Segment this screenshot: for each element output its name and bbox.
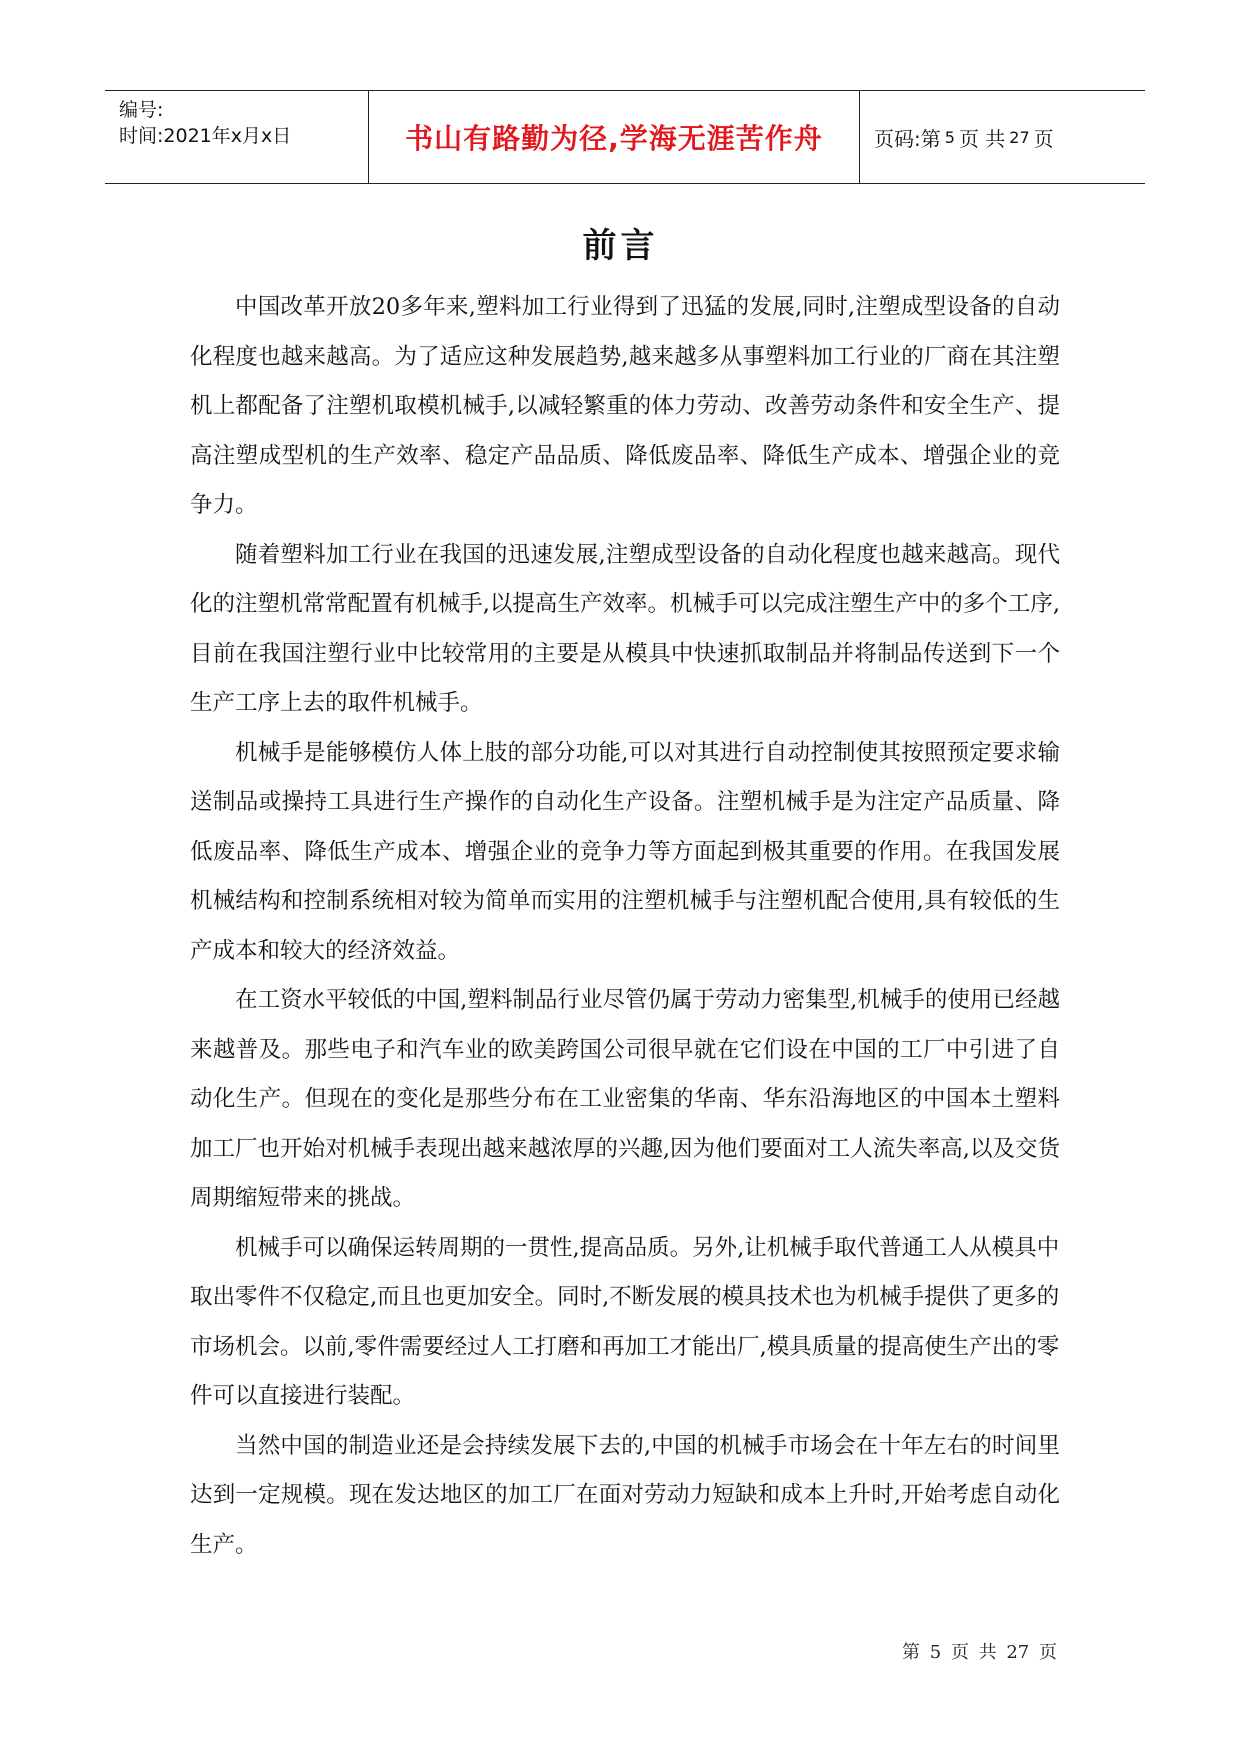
paragraph: 当然中国的制造业还是会持续发展下去的,中国的机械手市场会在十年左右的时间里达到一定规模。现在发达地区的加工厂在面对劳动力短缺和成本上升时,开始考虑自动化生产。 — [190, 1432, 1060, 1558]
header-info-cell — [105, 91, 369, 183]
page-total: 27 — [1009, 127, 1030, 147]
document-body — [190, 283, 1060, 1570]
document-title: 前言 — [582, 226, 659, 266]
page-footer: 第 5 页 共 27 页 — [902, 1642, 1057, 1663]
paragraph: 中国改革开放20多年来,塑料加工行业得到了迅猛的发展,同时,注塑成型设备的自动化程度也越来越高。为了适应这种发展趋势,越来越多从事塑料加工行业的厂商在其注塑机上都配备了注塑机取模机械手,以减轻繁重的体力劳动、改善劳动条件和安全生产、提高注塑成型机的生产效率、稳定产品品质、降低废品率、降低生产成本、增强企业的竞争力。 — [190, 294, 1060, 518]
header-table — [105, 90, 1145, 184]
page-mid: 页 共 — [958, 126, 1006, 151]
page-prefix: 页码:第 — [874, 126, 941, 151]
document-time-label: 时间:2021年x月x日 — [119, 125, 292, 147]
paragraph: 机械手是能够模仿人体上肢的部分功能,可以对其进行自动控制使其按照预定要求输送制品或操持工具进行生产操作的自动化生产设备。注塑机械手是为注定产品质量、降低废品率、降低生产成本、增强企业的竞争力等方面起到极其重要的作用。在我国发展机械结构和控制系统相对较为简单而实用的注塑机械手与注塑机配合使用,具有较低的生产成本和较大的经济效益。 — [190, 739, 1060, 964]
paragraph: 机械手可以确保运转周期的一贯性,提高品质。另外,让机械手取代普通工人从模具中取出零件不仅稳定,而且也更加安全。同时,不断发展的模具技术也为机械手提供了更多的市场机会。以前,零件需要经过人工打磨和再加工才能出厂,模具质量的提高使生产出的零 — [190, 1234, 1060, 1360]
page-current: 5 — [944, 127, 955, 147]
paragraph: 在工资水平较低的中国,塑料制品行业尽管仍属于劳动力密集型,机械手的使用已经越来越普及。那些电子和汽车业的欧美跨国公司很早就在它们设在中国的工厂中引进了自动化生产。但现在的变化是那些分布在工业密集的华南、华东沿海地区的中国本土塑料加工厂也开始对机械手表现出越来越浓厚的兴趣,因为他们要面对工人流失率高,以及交货周期缩短带来的挑战。 — [190, 987, 1060, 1211]
header-motto: 书山有路勤为径,学海无涯苦作舟 — [369, 91, 860, 183]
paragraph: 随着塑料加工行业在我国的迅速发展,注塑成型设备的自动化程度也越来越高。现代化的注塑机常常配置有机械手,以提高生产效率。机械手可以完成注塑生产中的多个工序,目前在我国注塑行业中比较常用的主要是从模具中快速抓取制品并将制品传送到下一个生产工序上去的取件机械手。 — [190, 541, 1060, 716]
page-suffix: 页 — [1033, 126, 1054, 151]
paragraph-continuation: 件可以直接进行装配。 — [190, 1383, 416, 1409]
document-number-label: 编号: — [119, 99, 164, 121]
header-page-info — [860, 91, 1145, 183]
